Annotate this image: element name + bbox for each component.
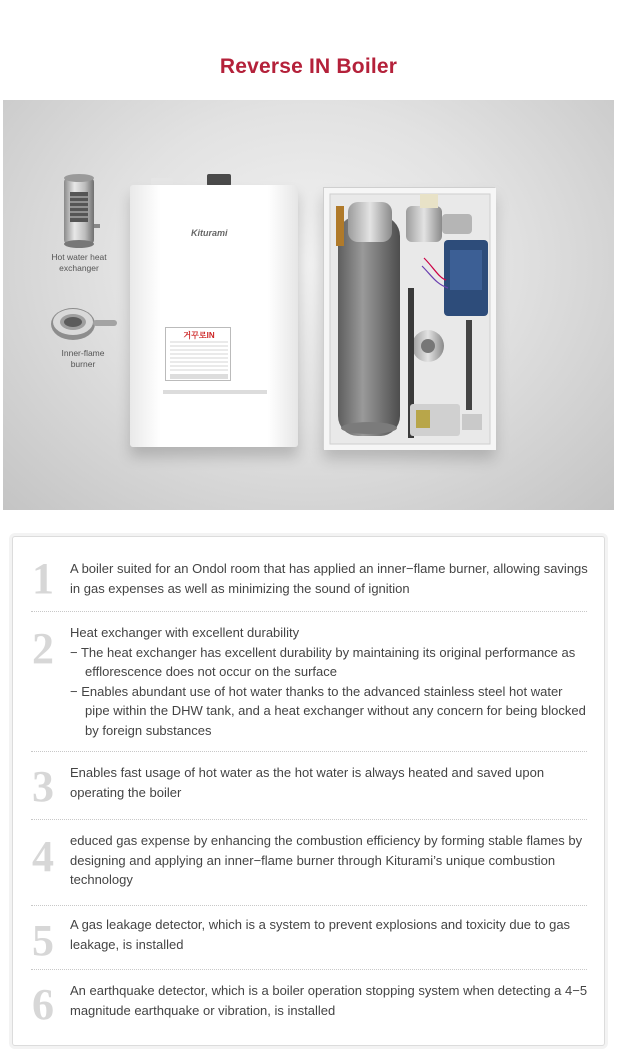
feature-number-1: 1 — [32, 554, 54, 603]
boiler-cutaway-view — [323, 187, 495, 449]
feature-5-line-1: A gas leakage detector, which is a system to prevent explosions and toxicity due to gas leakage, is installed — [70, 917, 571, 952]
feature-divider — [31, 611, 587, 612]
feature-2-line-2: − The heat exchanger has excellent durability by maintaining its original performance as efflorescence does not occur on the surface — [70, 644, 576, 679]
boiler-spec-label-title: 거꾸로IN — [183, 331, 215, 340]
boiler-front-view — [130, 185, 298, 447]
feature-number-4: 4 — [32, 832, 54, 881]
feature-text-2 — [70, 623, 590, 740]
feature-list-panel — [12, 536, 605, 1046]
feature-text-1 — [70, 559, 590, 598]
feature-number-2: 2 — [32, 624, 54, 673]
heat-exchanger-label-line2: exchanger — [59, 262, 99, 273]
burner-icon — [47, 298, 119, 348]
feature-text-4 — [70, 831, 590, 890]
heat-exchanger-icon — [54, 172, 104, 252]
feature-divider — [31, 969, 587, 970]
heat-exchanger-component — [51, 172, 107, 273]
boiler-trim-strip — [163, 390, 267, 394]
feature-text-6 — [70, 981, 590, 1020]
feature-4-line-1: educed gas expense by enhancing the combustion efficiency by forming stable flames by designing and applying an inner−flame burner through Kiturami’s unique combustion technology — [70, 833, 583, 887]
feature-number-3: 3 — [32, 762, 54, 811]
feature-divider — [31, 819, 587, 820]
feature-6-line-1: An earthquake detector, which is a boiler operation stopping system when detecting a 4−5 magnitude earthquake or vibration, is installed — [70, 983, 588, 1018]
boiler-brand-logo: Kiturami — [191, 228, 228, 238]
burner-label-line1: Inner-flame — [61, 348, 105, 358]
feature-divider — [31, 751, 587, 752]
feature-1-line-1: A boiler suited for an Ondol room that has applied an inner−flame burner, allowing savings in gas expenses as well as minimizing the sound of ignition — [70, 561, 588, 596]
feature-2-line-3: − Enables abundant use of hot water thanks to the advanced stainless steel hot water pipe within the DHW tank, and a heat exchanger without any concern for being blocked by foreign substances — [70, 683, 586, 738]
heat-exchanger-label-line1: Hot water heat — [51, 252, 107, 262]
feature-number-6: 6 — [32, 980, 54, 1029]
boiler-spec-label — [165, 327, 231, 381]
feature-3-line-1: Enables fast usage of hot water as the hot water is always heated and saved upon operating the boiler — [70, 765, 545, 800]
feature-divider — [31, 905, 587, 906]
feature-text-5 — [70, 915, 590, 954]
product-hero-image — [3, 100, 614, 510]
burner-label-line2: burner — [70, 358, 96, 369]
feature-2-line-1: Heat exchanger with excellent durability — [70, 625, 300, 640]
burner-component — [47, 298, 119, 369]
feature-text-3 — [70, 763, 590, 802]
feature-number-5: 5 — [32, 916, 54, 965]
page-title: Reverse IN Boiler — [219, 55, 398, 78]
